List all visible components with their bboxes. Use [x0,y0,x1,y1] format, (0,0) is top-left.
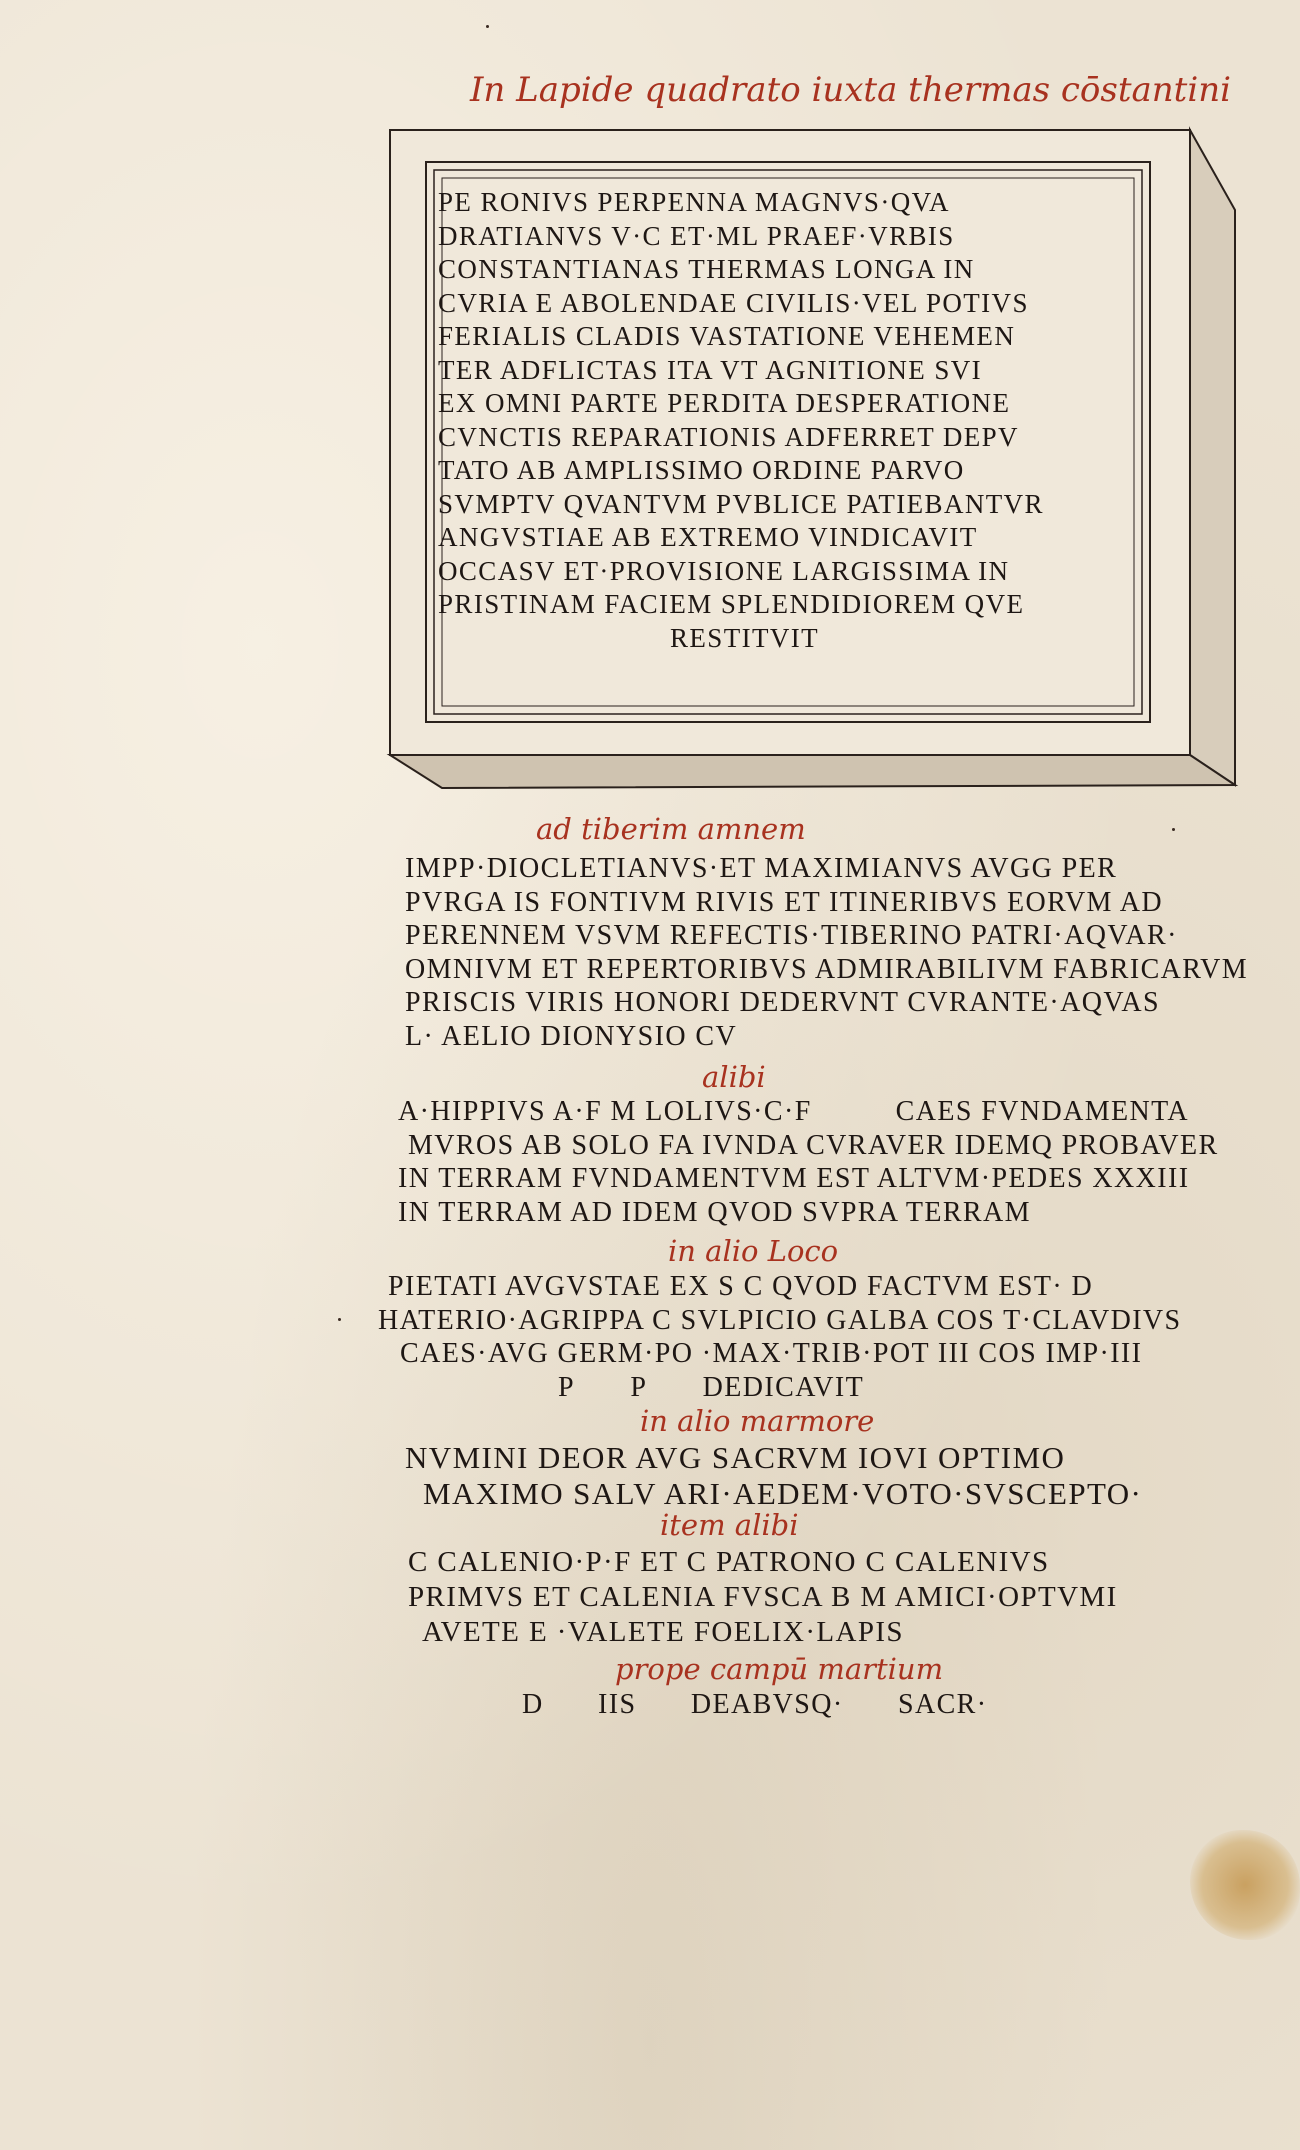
inscription-line: NVMINI DEOR AVG SACRVM IOVI OPTIMO [405,1440,1066,1475]
inscription-line: D IIS DEABVSQ· SACR· [522,1689,988,1720]
inscription-line: IN TERRAM FVNDAMENTVM EST ALTVM·PEDES XXXIII [398,1163,1190,1194]
inscription-line: CAES·AVG GERM·PO ·MAX·TRIB·POT III COS IMP·III [400,1338,1143,1369]
inscription-line: SVMPTV QVANTVM PVBLICE PATIEBANTVR [438,488,1044,519]
inscription-line: RESTITVIT [670,622,820,653]
water-stain [1190,1830,1300,1940]
inscription-block [378,1270,1182,1404]
inscription-line: OCCASV ET·PROVISIONE LARGISSIMA IN [438,555,1010,586]
inscription-line: ANGVSTIAE AB EXTREMO VINDICAVIT [438,522,978,552]
inscription-line: MAXIMO SALV ARI·AEDEM·VOTO·SVSCEPTO· [423,1476,1143,1511]
inscription-block [398,1095,1219,1229]
inscription-line: CVRIA E ABOLENDAE CIVILIS·VEL POTIVS [438,287,1029,318]
inscription-line: L· AELIO DIONYSIO CV [405,1020,738,1052]
section-heading: in alio Loco [668,1234,839,1268]
ink-speck [338,1318,341,1321]
section-heading: item alibi [660,1508,799,1542]
inscription-block [408,1545,1118,1650]
inscription-line: PRISCIS VIRIS HONORI DEDERVNT CVRANTE·AQVAS [405,987,1160,1018]
inscription-line: PRIMVS ET CALENIA FVSCA B M AMICI·OPTVMI [408,1581,1118,1613]
inscription-line: CVNCTIS REPARATIONIS ADFERRET DEPV [438,421,1019,452]
inscription-line: PE RONIVS PERPENNA MAGNVS·QVA [438,187,950,217]
inscription-block [405,852,1248,1053]
inscription-line: TATO AB AMPLISSIMO ORDINE PARVO [438,455,965,485]
ink-speck [486,25,489,28]
inscription-line: EX OMNI PARTE PERDITA DESPERATIONE [438,388,1011,418]
inscription-line: PERENNEM VSVM REFECTIS·TIBERINO PATRI·AQVAR· [405,920,1178,951]
section-heading: in alio marmore [640,1404,875,1438]
inscription-line: OMNIVM ET REPERTORIBVS ADMIRABILIVM FABRICARVM [405,953,1249,985]
inscription-line: P P DEDICAVIT [558,1371,865,1403]
stone-inscription [438,186,1138,655]
ink-speck [1172,828,1175,831]
inscription-line: AVETE E ·VALETE FOELIX·LAPIS [422,1616,904,1648]
section-heading: prope campū martium [615,1652,944,1686]
section-heading: ad tiberim amnem [536,812,806,846]
inscription-line: HATERIO·AGRIPPA C SVLPICIO GALBA COS T·CLAVDIVS [378,1304,1182,1336]
inscription-line: PIETATI AVGVSTAE EX S C QVOD FACTVM EST· D [388,1271,1094,1302]
inscription-line: A·HIPPIVS A·F M LOLIVS·C·F CAES FVNDAMENTA [398,1096,1189,1127]
page-title: In Lapide quadrato iuxta thermas cōstantini [470,70,1231,110]
inscription-line: DRATIANVS V·C ET·ML PRAEF·VRBIS [438,220,955,251]
inscription-line: CONSTANTIANAS THERMAS LONGA IN [438,254,975,284]
inscription-line: MVROS AB SOLO FA IVNDA CVRAVER IDEMQ PROBAVER [408,1129,1219,1161]
inscription-line: PRISTINAM FACIEM SPLENDIDIOREM QVE [438,589,1025,619]
inscription-line: PVRGA IS FONTIVM RIVIS ET ITINERIBVS EORVM AD [405,886,1163,918]
inscription-line: IN TERRAM AD IDEM QVOD SVPRA TERRAM [398,1196,1031,1228]
section-heading: alibi [702,1060,766,1094]
inscription-line: FERIALIS CLADIS VASTATIONE VEHEMEN [438,321,1016,351]
inscription-line: IMPP·DIOCLETIANVS·ET MAXIMIANVS AVGG PER [405,853,1118,884]
inscription-block [405,1440,1142,1512]
inscription-block [522,1688,987,1722]
inscription-line: TER ADFLICTAS ITA VT AGNITIONE SVI [438,354,983,385]
inscription-line: C CALENIO·P·F ET C PATRONO C CALENIVS [408,1546,1050,1578]
